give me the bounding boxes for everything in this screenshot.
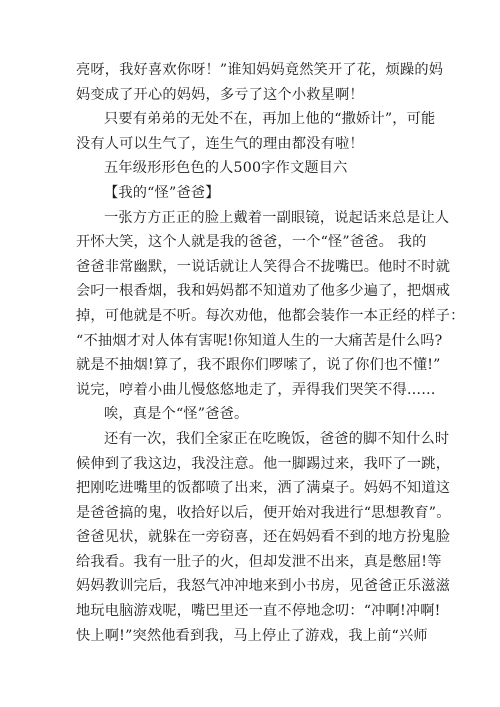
text-line: 是爸爸搞的鬼，收拾好以后，便开始对我进行“思想教育”。 bbox=[76, 504, 451, 521]
text-line: 妈变成了开心的妈妈，多亏了这个小救星啊！ bbox=[76, 86, 364, 103]
text-line: 开怀大笑，这个人就是我的爸爸，一个“怪”爸爸。 我的 bbox=[76, 234, 427, 251]
text-line: 唉，真是个“怪”爸爸。 bbox=[104, 406, 249, 423]
text-line: 快上啊!”突然他看到我，马上停止了游戏，我上前“兴师 bbox=[76, 627, 428, 644]
text-line: 把刚吃进嘴里的饭都喷了出来，洒了满桌子。妈妈不知道这 bbox=[76, 480, 451, 497]
text-line: 就是不抽烟!算了，我不跟你们啰嗦了，说了你们也不懂!” bbox=[76, 357, 441, 374]
text-line: 说完，哼着小曲儿慢悠悠地走了，弄得我们哭笑不得…… bbox=[76, 381, 436, 398]
text-line: 只要有弟弟的无处不在，再加上他的“撒娇计”，可能 bbox=[104, 111, 436, 128]
text-line: 候伸到了我这边，我没注意。他一脚踢过来，我吓了一跳， bbox=[76, 455, 451, 472]
text-line: 爸爸见状，就躲在一旁窃喜，还在妈妈看不到的地方扮鬼脸 bbox=[76, 529, 451, 546]
text-line: 亮呀，我好喜欢你呀！”谁知妈妈竟然笑开了花，烦躁的妈 bbox=[76, 62, 444, 78]
text-line: 会叼一根香烟，我和妈妈都不知道劝了他多少遍了，把烟戒 bbox=[76, 283, 451, 300]
text-line: 没有人可以生气了，连生气的理由都没有啦！ bbox=[76, 135, 364, 152]
text-line: “不抽烟才对人体有害呢!你知道人生的一大痛苦是什么吗? bbox=[76, 332, 443, 349]
text-line: 地玩电脑游戏呢，嘴巴里还一直不停地念叨：“冲啊!冲啊! bbox=[76, 603, 441, 620]
text-line: 妈妈教训完后，我怒气冲冲地来到小书房，见爸爸正乐滋滋 bbox=[76, 578, 451, 595]
text-line: 还有一次，我们全家正在吃晚饭，爸爸的脚不知什么时 bbox=[104, 430, 450, 447]
text-line: 【我的“怪”爸爸】 bbox=[104, 184, 220, 201]
text-line: 给我看。我有一肚子的火，但却发泄不出来，真是憋屈!等 bbox=[76, 553, 442, 570]
text-line: 爸爸非常幽默，一说话就让人笑得合不拢嘴巴。他时不时就 bbox=[76, 258, 451, 275]
text-line: 一张方方正正的脸上戴着一副眼镜，说起话来总是让人 bbox=[104, 209, 450, 226]
text-line: 掉，可他就是不听。每次劝他，他都会装作一本正经的样子： bbox=[76, 307, 465, 324]
text-line: 五年级形形色色的人500字作文题目六 bbox=[104, 160, 348, 177]
